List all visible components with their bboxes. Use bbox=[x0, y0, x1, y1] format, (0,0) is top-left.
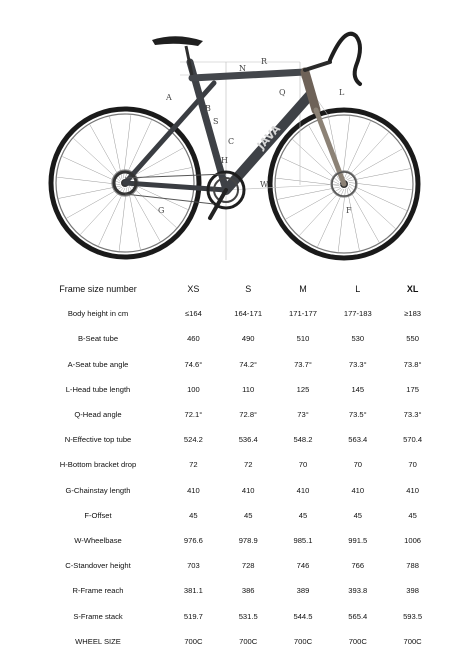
row-label: H-Bottom bracket drop bbox=[59, 460, 137, 470]
table-row bbox=[30, 377, 440, 402]
cell-value: 72 bbox=[243, 460, 253, 470]
cell-value: 548.2 bbox=[293, 435, 313, 445]
cell-value: 536.4 bbox=[238, 435, 258, 445]
spoke bbox=[348, 187, 379, 242]
table-row bbox=[30, 528, 440, 553]
spoke bbox=[286, 188, 341, 219]
cell-value: 73° bbox=[297, 410, 309, 420]
cell-value: 70 bbox=[298, 460, 308, 470]
row-label: L-Head tube length bbox=[65, 384, 131, 394]
cell-value: ≥183 bbox=[404, 309, 422, 319]
cell-value: 410 bbox=[241, 485, 255, 495]
spoke bbox=[349, 182, 412, 189]
cell-value: 490 bbox=[241, 334, 255, 344]
table-row bbox=[30, 427, 440, 452]
table-row bbox=[30, 352, 440, 377]
table-row bbox=[30, 402, 440, 427]
cell-value: 70 bbox=[408, 460, 417, 470]
cell-value: 565.4 bbox=[348, 611, 368, 621]
cell-value: 72.1° bbox=[184, 410, 203, 420]
cell-value: 700C bbox=[184, 636, 203, 646]
cell-value: 700C bbox=[239, 636, 258, 646]
cell-value: 550 bbox=[406, 334, 419, 344]
cell-value: 510 bbox=[296, 334, 310, 344]
cell-value: 700C bbox=[293, 636, 313, 646]
frame-brand-text: JAVA bbox=[254, 122, 284, 153]
label-Q: Q bbox=[279, 88, 286, 97]
label-G: G bbox=[158, 206, 165, 215]
row-label: F-Offset bbox=[84, 510, 112, 520]
cell-value: 145 bbox=[351, 384, 365, 394]
saddle bbox=[152, 36, 203, 46]
cell-value: 45 bbox=[189, 510, 198, 520]
label-W: W bbox=[260, 180, 269, 189]
cell-value: 530 bbox=[351, 334, 365, 344]
spoke bbox=[90, 125, 121, 180]
label-S: S bbox=[213, 117, 219, 126]
label-F: F bbox=[346, 206, 352, 215]
cell-value: 393.8 bbox=[348, 586, 368, 596]
spoke bbox=[67, 187, 122, 218]
spoke bbox=[349, 186, 396, 229]
table-row bbox=[30, 478, 440, 503]
table-row bbox=[30, 553, 440, 578]
geometry-table bbox=[30, 276, 440, 654]
cell-value: 700C bbox=[348, 636, 367, 646]
spoke bbox=[347, 188, 359, 250]
stem bbox=[305, 62, 330, 70]
cell-value: 381.1 bbox=[183, 586, 203, 596]
cell-value: 72 bbox=[189, 460, 198, 470]
cell-value: 985.1 bbox=[293, 535, 313, 545]
label-B: B bbox=[205, 104, 211, 113]
cell-value: 73.5° bbox=[348, 410, 367, 420]
label-C: C bbox=[228, 137, 235, 146]
spoke bbox=[346, 133, 389, 180]
table-row bbox=[30, 578, 440, 603]
row-label: S-Frame stack bbox=[73, 611, 123, 621]
cell-value: 73.3° bbox=[403, 410, 422, 420]
spoke bbox=[347, 149, 402, 180]
cell-value: 171-177 bbox=[289, 309, 317, 319]
size-l: L bbox=[355, 283, 361, 294]
cell-value: 976.6 bbox=[183, 535, 203, 545]
row-label: W-Wheelbase bbox=[74, 535, 122, 545]
cell-value: 74.6° bbox=[184, 359, 203, 369]
spoke bbox=[119, 188, 126, 251]
cell-value: 593.5 bbox=[403, 611, 423, 621]
cell-value: 74.2° bbox=[239, 359, 258, 369]
cell-value: 746 bbox=[296, 561, 310, 571]
spoke bbox=[278, 187, 340, 199]
table-header-row bbox=[30, 276, 440, 301]
size-s: S bbox=[245, 283, 252, 294]
cell-value: 70 bbox=[353, 460, 363, 470]
spoke bbox=[299, 189, 342, 236]
spoke bbox=[57, 177, 120, 184]
cell-value: 45 bbox=[243, 510, 253, 520]
cell-value: 177-183 bbox=[343, 309, 372, 319]
cell-value: 398 bbox=[406, 586, 419, 596]
cell-value: 570.4 bbox=[403, 435, 423, 445]
spoke bbox=[59, 186, 121, 198]
spoke bbox=[128, 148, 183, 179]
bike-frame bbox=[125, 62, 344, 190]
cell-value: 45 bbox=[408, 510, 417, 520]
cell-value: 45 bbox=[298, 510, 308, 520]
row-label: Q-Head angle bbox=[74, 410, 122, 420]
cell-value: 45 bbox=[353, 510, 363, 520]
table-row bbox=[30, 452, 440, 477]
size-xs: XS bbox=[187, 283, 200, 294]
cell-value: 410 bbox=[296, 485, 310, 495]
row-label: C-Standover height bbox=[65, 561, 131, 571]
table-row bbox=[30, 603, 440, 628]
cell-value: 72.8° bbox=[239, 410, 258, 420]
cell-value: 703 bbox=[187, 561, 200, 571]
row-label: R-Frame reach bbox=[72, 586, 124, 596]
cell-value: 175 bbox=[406, 384, 419, 394]
cell-value: 531.5 bbox=[238, 611, 258, 621]
label-N: N bbox=[239, 64, 246, 73]
row-label: Body height in cm bbox=[67, 309, 129, 319]
cell-value: 766 bbox=[351, 561, 365, 571]
label-H: H bbox=[221, 156, 228, 165]
cell-value: 544.5 bbox=[293, 611, 313, 621]
cell-value: 73.7° bbox=[294, 359, 312, 369]
cell-value: 991.5 bbox=[348, 535, 368, 545]
cell-value: 410 bbox=[406, 485, 419, 495]
cell-value: 386 bbox=[241, 586, 255, 596]
table-row bbox=[30, 503, 440, 528]
table-row bbox=[30, 629, 440, 654]
spoke bbox=[338, 189, 345, 252]
spoke bbox=[110, 117, 122, 179]
spoke bbox=[348, 169, 410, 181]
table-body bbox=[30, 301, 440, 654]
header-label: Frame size number bbox=[59, 283, 137, 294]
spoke bbox=[130, 185, 177, 228]
cell-value: 73.8° bbox=[403, 359, 422, 369]
bike-geometry-illustration bbox=[0, 0, 469, 275]
geometry-letter-labels bbox=[158, 57, 352, 215]
row-label: A-Seat tube angle bbox=[67, 359, 129, 369]
cell-value: ≤164 bbox=[184, 309, 202, 319]
cell-value: 410 bbox=[351, 485, 365, 495]
cell-value: 978.9 bbox=[238, 535, 258, 545]
row-label: G-Chainstay length bbox=[65, 485, 131, 495]
handlebar bbox=[330, 34, 360, 84]
cell-value: 125 bbox=[296, 384, 310, 394]
cell-value: 700C bbox=[403, 636, 422, 646]
row-label: B-Seat tube bbox=[77, 334, 119, 344]
cell-value: 164-171 bbox=[234, 309, 263, 319]
label-R: R bbox=[261, 57, 268, 66]
table-row bbox=[30, 326, 440, 351]
label-A: A bbox=[166, 93, 172, 102]
spoke bbox=[80, 188, 123, 235]
cell-value: 460 bbox=[187, 334, 200, 344]
spoke bbox=[129, 186, 160, 241]
cell-value: 73.3° bbox=[348, 359, 367, 369]
spoke bbox=[123, 115, 130, 178]
cell-value: 788 bbox=[406, 561, 419, 571]
cell-value: 110 bbox=[242, 384, 255, 394]
cell-value: 100 bbox=[187, 384, 200, 394]
cell-value: 410 bbox=[187, 485, 200, 495]
cell-value: 728 bbox=[241, 561, 255, 571]
cell-value: 519.7 bbox=[183, 611, 203, 621]
spoke bbox=[128, 187, 140, 249]
cell-value: 524.2 bbox=[183, 435, 203, 445]
spoke bbox=[342, 116, 349, 179]
row-label: N-Effective top tube bbox=[64, 435, 132, 445]
table-row bbox=[30, 301, 440, 326]
label-L: L bbox=[339, 88, 345, 97]
size-xl: XL bbox=[406, 283, 419, 294]
cell-value: 563.4 bbox=[348, 435, 368, 445]
spoke bbox=[74, 138, 121, 181]
size-m: M bbox=[299, 283, 307, 294]
row-label: WHEEL SIZE bbox=[75, 636, 121, 646]
cell-value: 1006 bbox=[404, 535, 422, 545]
cell-value: 389 bbox=[296, 586, 310, 596]
